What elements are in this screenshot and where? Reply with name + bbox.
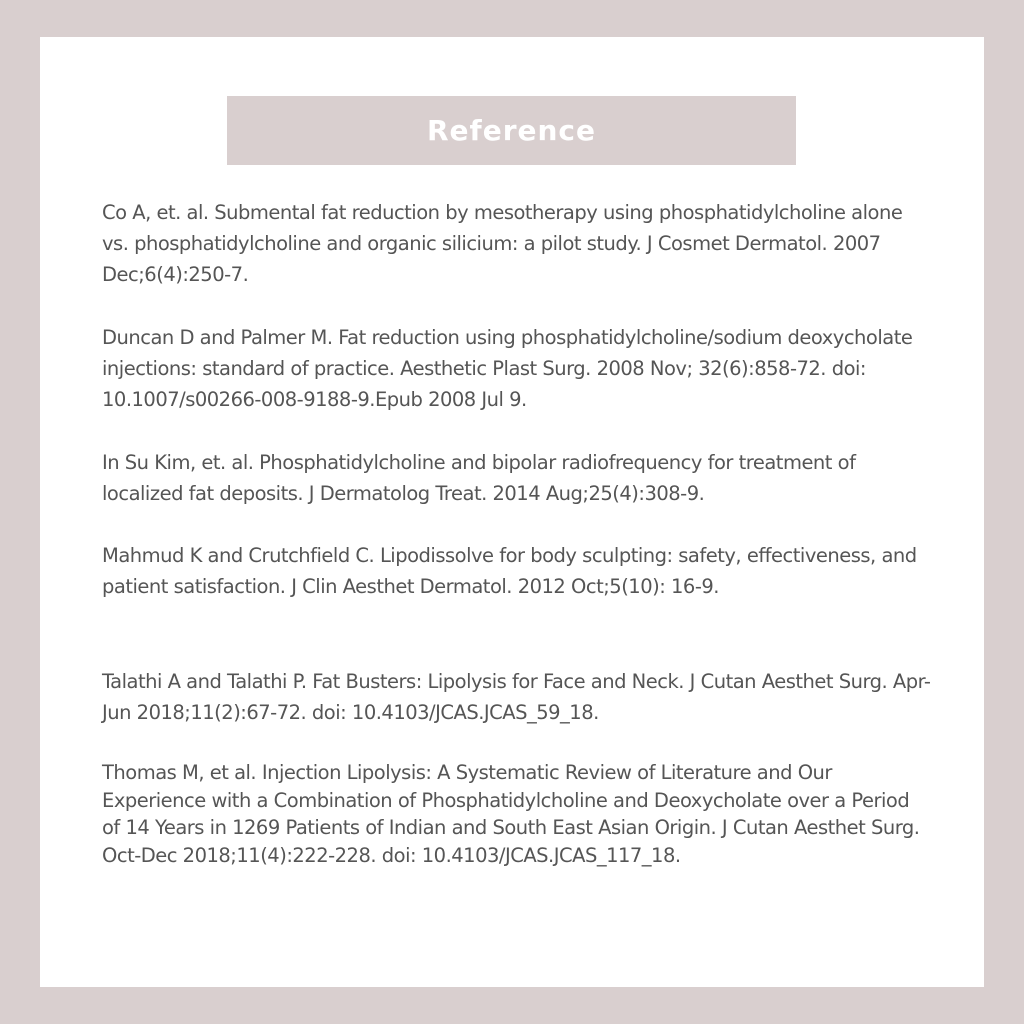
reference-item-2: Duncan D and Palmer M. Fat reduction using phosphatidylcholine/sodium deoxycholate injections: standard of practice. Aesthetic Plast Surg. 2008 Nov; 32(6):858-72. doi: 10.1007/s00266-008-9188-9.Epub 2008 Jul 9. <box>102 326 913 411</box>
reference-item-1: Co A, et. al. Submental fat reduction by mesotherapy using phosphatidylcholine alone vs. phosphatidylcholine and organic silicium: a pilot study. J Cosmet Dermatol. 2007 Dec;6(4):250-7. <box>102 201 903 286</box>
title-banner <box>227 96 796 165</box>
reference-item-4: Mahmud K and Crutchfield C. Lipodissolve for body sculpting: safety, effectiveness, and patient satisfaction. J Clin Aesthet Dermatol. 2012 Oct;5(10): 16-9. <box>102 544 917 598</box>
page-title: Reference <box>426 114 597 147</box>
reference-card <box>40 37 984 987</box>
reference-item-3: In Su Kim, et. al. Phosphatidylcholine and bipolar radiofrequency for treatment of localized fat deposits. J Dermatolog Treat. 2014 Aug;25(4):308-9. <box>102 451 856 505</box>
reference-item-6: Thomas M, et al. Injection Lipolysis: A Systematic Review of Literature and Our Experience with a Combination of Phosphatidylcholine and Deoxycholate over a Period of 14 Years in 1269 Patients of Indian and South East Asian Origin. J Cutan Aesthet Surg. Oct-Dec 2018;11(4):222-228. doi: 10.4103/JCAS.JCAS_117_18. <box>102 761 920 867</box>
reference-item-5: Talathi A and Talathi P. Fat Busters: Lipolysis for Face and Neck. J Cutan Aesthet Surg. Apr-Jun 2018;11(2):67-72. doi: 10.4103/JCAS.JCAS_59_18. <box>102 670 931 724</box>
